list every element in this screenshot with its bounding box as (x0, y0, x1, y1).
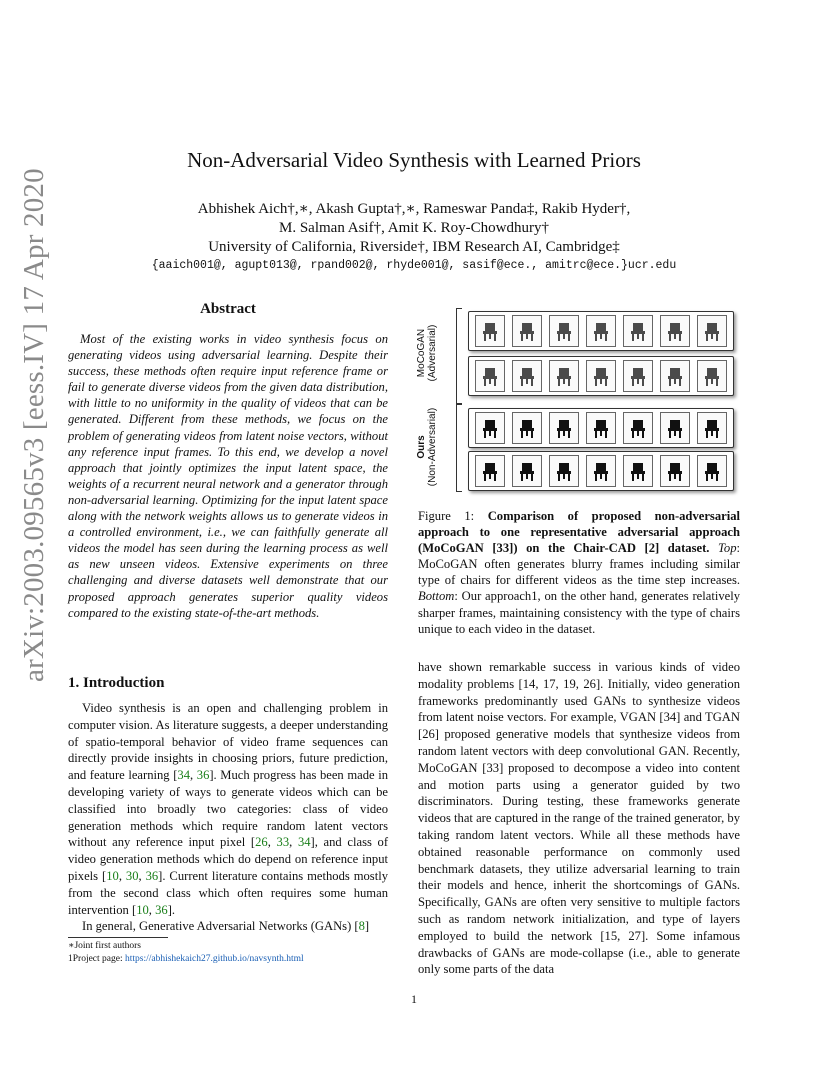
video-frame-thumbnail (660, 315, 690, 347)
author-emails: {aaich001@, agupt013@, rpand002@, rhyde001@, sasif@ece., amitrc@ece.}ucr.edu (151, 259, 677, 272)
figure-row (468, 356, 734, 396)
abstract-heading: Abstract (200, 301, 256, 317)
video-frame-thumbnail (549, 455, 579, 487)
arxiv-id: arXiv:2003.09565v3 [eess.IV] 17 Apr 2020 (18, 168, 50, 682)
citation-link[interactable]: 30 (125, 868, 139, 883)
footnote-joint-authors: ∗Joint first authors (68, 941, 141, 951)
video-frame-thumbnail (586, 360, 616, 392)
citation-link[interactable]: 8 (358, 919, 365, 934)
ours-bracket (456, 404, 462, 492)
video-frame-thumbnail (660, 360, 690, 392)
video-frame-thumbnail (475, 360, 505, 392)
author-block (0, 200, 828, 257)
video-frame-thumbnail (697, 360, 727, 392)
arxiv-stamp (18, 168, 58, 682)
authors-line-2: M. Salman Asif†, Amit K. Roy-Chowdhury† (278, 220, 549, 236)
citation-link[interactable]: 36 (145, 868, 159, 883)
video-frame-thumbnail (623, 412, 653, 444)
video-frame-thumbnail (697, 455, 727, 487)
video-frame-thumbnail (697, 412, 727, 444)
ours-label: Ours (Non-Adversarial) (416, 407, 438, 487)
video-frame-thumbnail (660, 455, 690, 487)
video-frame-thumbnail (475, 412, 505, 444)
citation-link[interactable]: 34 (297, 835, 311, 850)
citation-link[interactable]: 34 (177, 768, 190, 783)
citation-link[interactable]: 33 (276, 835, 290, 850)
video-frame-thumbnail (549, 360, 579, 392)
footnote-project-page: 1Project page: https://abhishekaich27.github.io/navsynth.html (68, 954, 304, 964)
page-number: 1 (411, 992, 417, 1006)
mocogan-bracket (456, 308, 462, 404)
video-frame-thumbnail (586, 455, 616, 487)
video-frame-thumbnail (623, 455, 653, 487)
abstract-text: Most of the existing works in video synthesis focus on generating videos using adversarial learning. Despite their success, these methods often require input reference frame or fail to generate diverse videos from the given data distribution, with little to no uniformity in the quality of videos that can be generated. Different from these methods, we focus on the problem of generating videos from latent noise vectors, without any reference input frames. To this end, we develop a novel approach that jointly optimizes the input latent space, the weights of a recurrent neural network and a generator through non-adversarial learning. Optimizing for the input latent space along with the network weights allows us to generate videos in a controlled environment, i.e., we can faithfully generate all videos the model has seen during the learning process as well as new unseen videos. Extensive experiments on three challenging and diverse datasets well demonstrate that our proposed approach generates superior quality videos compared to the existing state-of-the-art methods. (68, 332, 388, 620)
figure-1 (418, 296, 740, 496)
video-frame-thumbnail (623, 315, 653, 347)
citation-link[interactable]: 10 (106, 868, 119, 883)
project-page-link[interactable]: https://abhishekaich27.github.io/navsynth.html (124, 954, 304, 964)
video-frame-thumbnail (475, 455, 505, 487)
mocogan-label: MoCoGAN (Adversarial) (416, 324, 438, 382)
intro-paragraph-1: Video synthesis is an open and challenging problem in computer vision. As literature suggests, a deeper understanding of spatio-temporal behavior of video frame sequences can directly provide insights in choosing priors, future prediction, and feature learning [34, 36]. Much progress has been made in developing variety of ways to generate videos which can be classified into broadly two categories: class of video generation methods which require random latent vectors without any reference input pixel [26, 33, 34], and class of video generation methods which do depend on reference input pixels [10, 30, 36]. Current literature contains methods mostly from the second class which often requires some human intervention [10, 36]. (68, 701, 389, 917)
citation-link[interactable]: 10 (136, 902, 149, 917)
paper-title: Non-Adversarial Video Synthesis with Learned Priors (187, 148, 641, 172)
video-frame-thumbnail (475, 315, 505, 347)
video-frame-thumbnail (512, 412, 542, 444)
right-column-text: have shown remarkable success in various kinds of video modality problems [14, 17, 19, 26]. Initially, video generation frameworks predominantly used GANs to synthesize videos from latent noise vectors. For example, VGAN [34] and TGAN [26] proposed generative models that synthesize videos from random latent vectors with deep convolutional GAN. Recently, MoCoGAN [33] proposed to decompose a video into content and motion parts using a generator guided by two discriminators. During testing, these frameworks generate videos that are captured in the range of the trained generator, by taking random latent vectors. While all these methods have obtained reasonable performance on commonly used benchmark datasets, they utilize adversarial learning to train their models and hence, inherit the shortcomings of GANs. Specifically, GANs are often very sensitive to multiple factors such as random network initialization, and type of layers employed to build the network [15, 27]. Some infamous drawbacks of GANs are mode-collapse (i.e., able to generate only some parts of the data (418, 660, 740, 977)
video-frame-thumbnail (549, 412, 579, 444)
video-frame-thumbnail (697, 315, 727, 347)
intro-paragraph-2: In general, Generative Adversarial Networks (GANs) [8] (82, 919, 370, 934)
citation-link[interactable]: 36 (196, 768, 210, 783)
video-frame-thumbnail (586, 412, 616, 444)
video-frame-thumbnail (512, 315, 542, 347)
video-frame-thumbnail (623, 360, 653, 392)
figure-row (468, 311, 734, 351)
citation-link[interactable]: 26 (255, 835, 268, 850)
affiliations: University of California, Riverside†, IBM Research AI, Cambridge‡ (208, 239, 620, 255)
authors-line-1: Abhishek Aich†,∗, Akash Gupta†,∗, Rameswar Panda‡, Rakib Hyder†, (197, 201, 631, 217)
video-frame-thumbnail (512, 455, 542, 487)
introduction-heading: 1. Introduction (68, 675, 165, 691)
figure-row (468, 408, 734, 448)
footnote-rule (68, 937, 168, 938)
figure-1-caption: Figure 1: Comparison of proposed non-adversarial approach to one representative adversarial approach (MoCoGAN [33]) on the Chair-CAD [2] dataset. Top: MoCoGAN often generates blurry frames including similar type of chairs for different videos as the time step increases. Bottom: Our approach1, on the other hand, generates relatively sharper frames, maintaining consistency with the type of chairs unique to each video in the dataset. (418, 509, 740, 636)
citation-link[interactable]: 36 (155, 902, 168, 917)
introduction-text (68, 700, 388, 935)
video-frame-thumbnail (549, 315, 579, 347)
video-frame-thumbnail (586, 315, 616, 347)
video-frame-thumbnail (512, 360, 542, 392)
video-frame-thumbnail (660, 412, 690, 444)
figure-row (468, 451, 734, 491)
